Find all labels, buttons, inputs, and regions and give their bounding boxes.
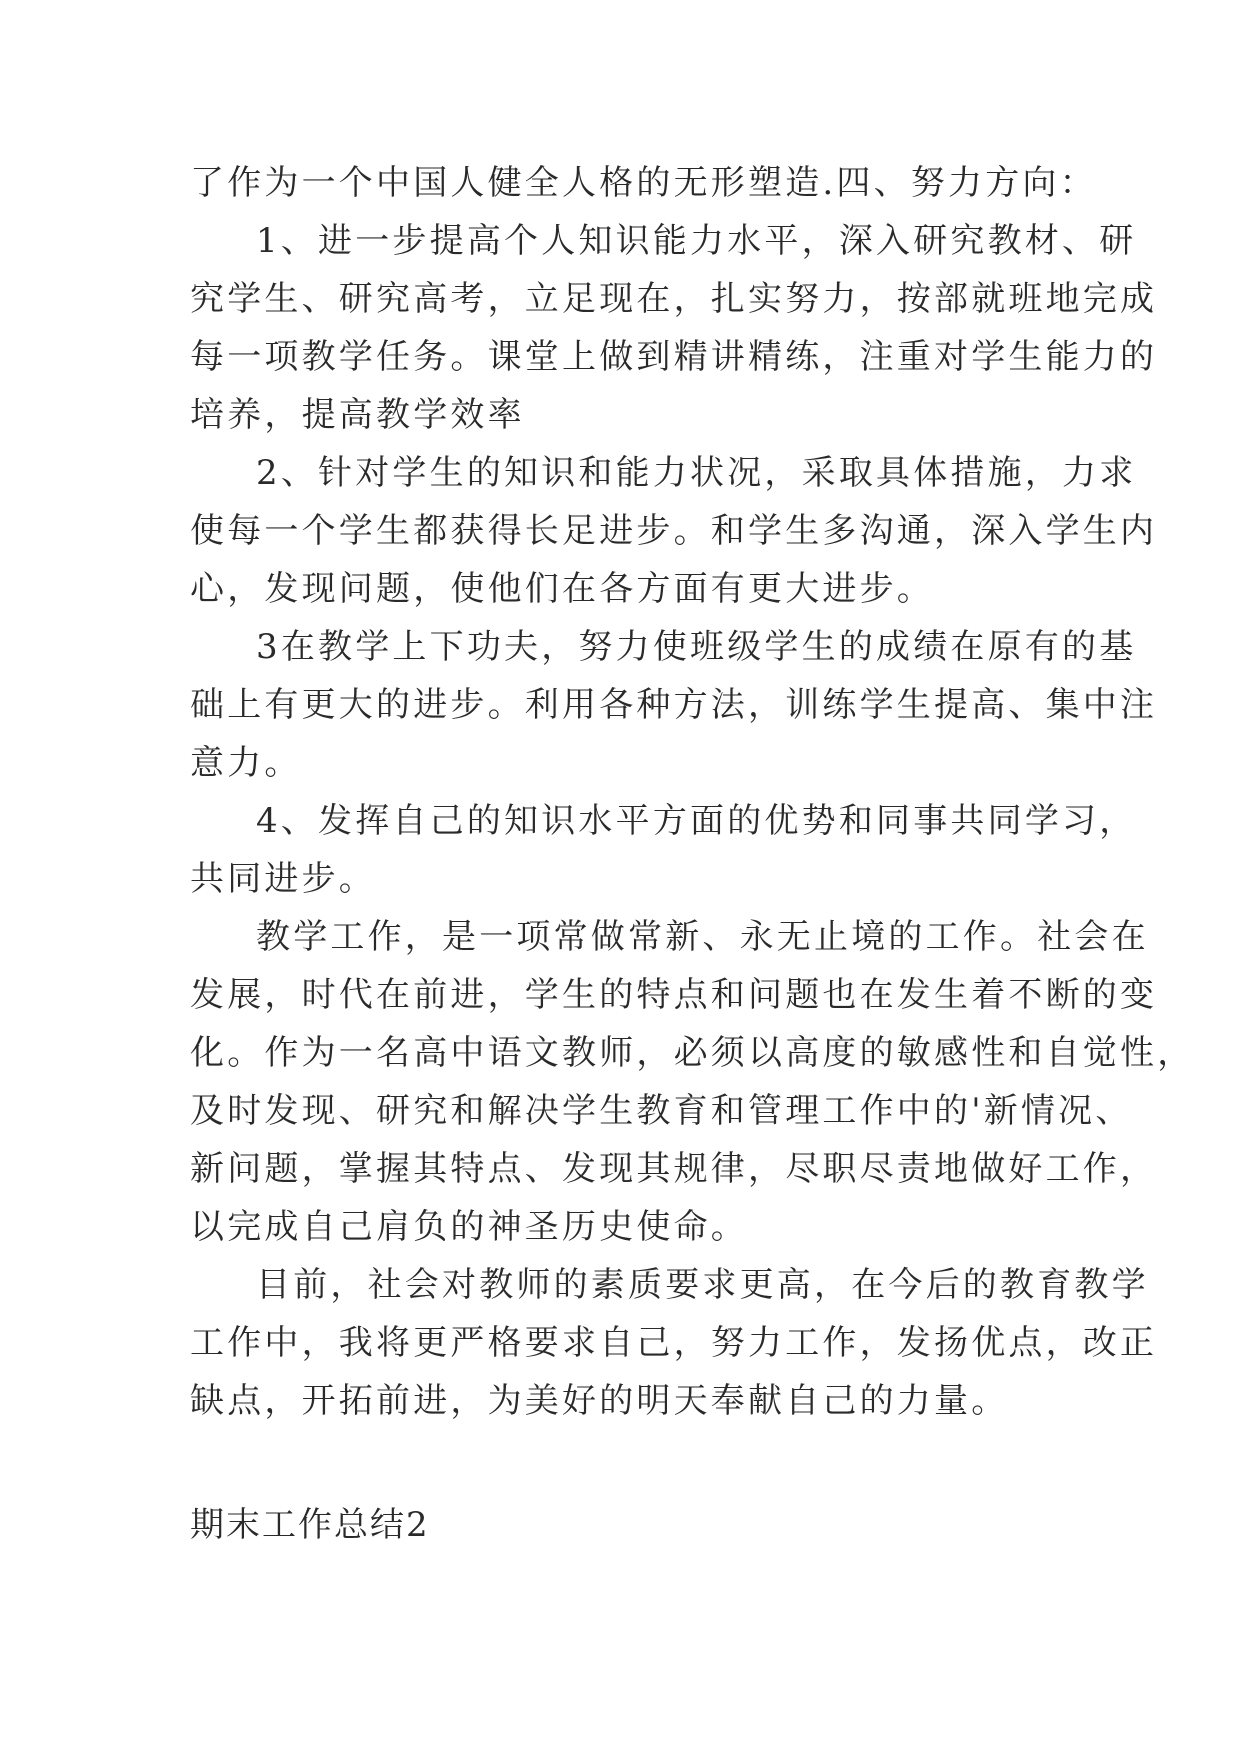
paragraph-line: 化。作为一名高中语文教师，必须以高度的敏感性和自觉性， [190,1033,1195,1073]
paragraph-line: 了作为一个中国人健全人格的无形塑造.四、努力方向： [190,163,1097,203]
paragraph-line: 教学工作，是一项常做常新、永无止境的工作。社会在 [256,917,1149,957]
paragraph-line: 础上有更大的进步。利用各种方法，训练学生提高、集中注 [190,685,1158,725]
paragraph-line: 新问题，掌握其特点、发现其规律，尽职尽责地做好工作， [190,1149,1158,1189]
paragraph-line: 目前，社会对教师的素质要求更高，在今后的教育教学 [256,1265,1149,1305]
paragraph-line: 每一项教学任务。课堂上做到精讲精练，注重对学生能力的 [190,337,1158,377]
paragraph-line: 2、针对学生的知识和能力状况，采取具体措施，力求 [256,453,1137,493]
paragraph-line: 意力。 [190,743,302,783]
document-body [190,154,1195,1430]
paragraph-line: 心，发现问题，使他们在各方面有更大进步。 [190,569,934,609]
paragraph-line: 使每一个学生都获得长足进步。和学生多沟通，深入学生内 [190,511,1158,551]
paragraph-line: 究学生、研究高考，立足现在，扎实努力，按部就班地完成 [190,279,1158,319]
paragraph-line: 发展，时代在前进，学生的特点和问题也在发生着不断的变 [190,975,1158,1015]
paragraph-line: 工作中，我将更严格要求自己，努力工作，发扬优点，改正 [190,1323,1158,1363]
section-heading: 期末工作总结2 [190,1505,430,1545]
paragraph-line: 培养，提高教学效率 [190,395,525,435]
paragraph-line: 3在教学上下功夫，努力使班级学生的成绩在原有的基 [256,627,1137,667]
paragraph-line: 以完成自己肩负的神圣历史使命。 [190,1207,748,1247]
paragraph-line: 共同进步。 [190,859,376,899]
paragraph-line: 及时发现、研究和解决学生教育和管理工作中的'新情况、 [190,1091,1133,1131]
paragraph-line: 缺点，开拓前进，为美好的明天奉献自己的力量。 [190,1381,1009,1421]
paragraph-line: 1、进一步提高个人知识能力水平，深入研究教材、研 [256,221,1137,261]
paragraph-line: 4、发挥自己的知识水平方面的优势和同事共同学习， [256,801,1137,841]
